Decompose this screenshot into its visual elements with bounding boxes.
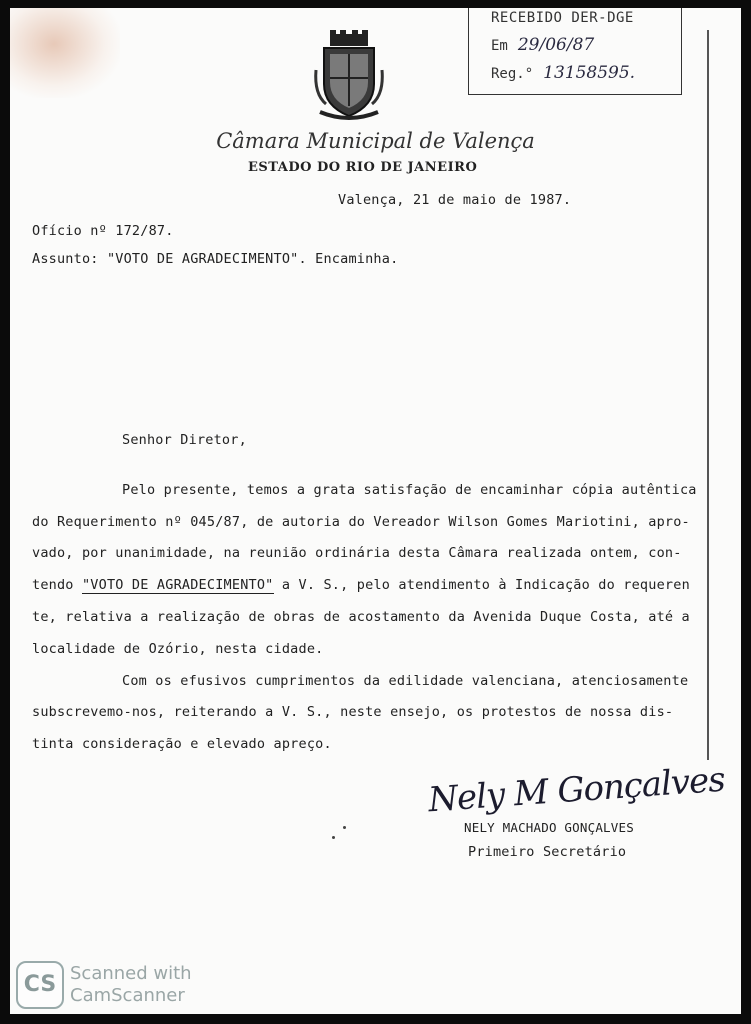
stamp-em-label: Em: [491, 38, 508, 54]
camscanner-logo-icon: CS: [16, 961, 64, 1009]
body-text: a V. S., pelo atendimento à Indicação do requeren: [273, 577, 690, 593]
body-text: tendo: [32, 577, 82, 593]
organization-name: Câmara Municipal de Valença: [216, 129, 535, 153]
stamp-em-value: 29/06/87: [517, 35, 595, 55]
body-line: [32, 577, 690, 593]
handwritten-signature: Nely M Gonçalves: [426, 759, 726, 821]
letter-date: Valença, 21 de maio de 1987.: [338, 192, 572, 208]
body-line: do Requerimento nº 045/87, de autoria do Vereador Wilson Gomes Mariotini, apro-: [32, 514, 690, 530]
received-stamp: [468, 8, 682, 95]
ink-dot: [332, 836, 335, 839]
watermark-line2: CamScanner: [70, 985, 185, 1006]
underlined-title: "VOTO DE AGRADECIMENTO": [81, 577, 274, 593]
scanner-watermark: [70, 963, 192, 1007]
body-line: vado, por unanimidade, na reunião ordinária desta Câmara realizada ontem, con-: [32, 545, 682, 561]
body-line: localidade de Ozório, nesta cidade.: [32, 641, 324, 657]
organization-state: ESTADO DO RIO DE JANEIRO: [248, 160, 478, 175]
stamp-reg-label: Reg.°: [491, 66, 534, 82]
stamp-reg-value: 13158595.: [543, 63, 636, 83]
oficio-number: Ofício nº 172/87.: [32, 223, 174, 239]
coat-of-arms-icon: [312, 30, 386, 122]
body-line: tinta consideração e elevado apreço.: [32, 736, 332, 752]
watermark-line1: Scanned with: [70, 963, 192, 984]
stain-mark: [10, 8, 120, 98]
ink-dot: [343, 826, 346, 829]
document-page: [10, 8, 741, 1014]
signatory-name: NELY MACHADO GONÇALVES: [464, 820, 634, 835]
body-line: subscrevemo-nos, reiterando a V. S., neste ensejo, os protestos de nossa dis-: [32, 704, 674, 720]
stamp-received-line: RECEBIDO DER-DGE: [491, 10, 634, 26]
salutation: Senhor Diretor,: [122, 432, 247, 448]
body-line: te, relativa a realização de obras de acostamento da Avenida Duque Costa, até a: [32, 609, 690, 625]
signatory-title: Primeiro Secretário: [468, 844, 627, 860]
body-line: Com os efusivos cumprimentos da edilidade valenciana, atenciosamente: [122, 673, 689, 689]
body-line: Pelo presente, temos a grata satisfação de encaminhar cópia autêntica: [122, 482, 697, 498]
subject-line: Assunto: "VOTO DE AGRADECIMENTO". Encaminha.: [32, 251, 399, 267]
